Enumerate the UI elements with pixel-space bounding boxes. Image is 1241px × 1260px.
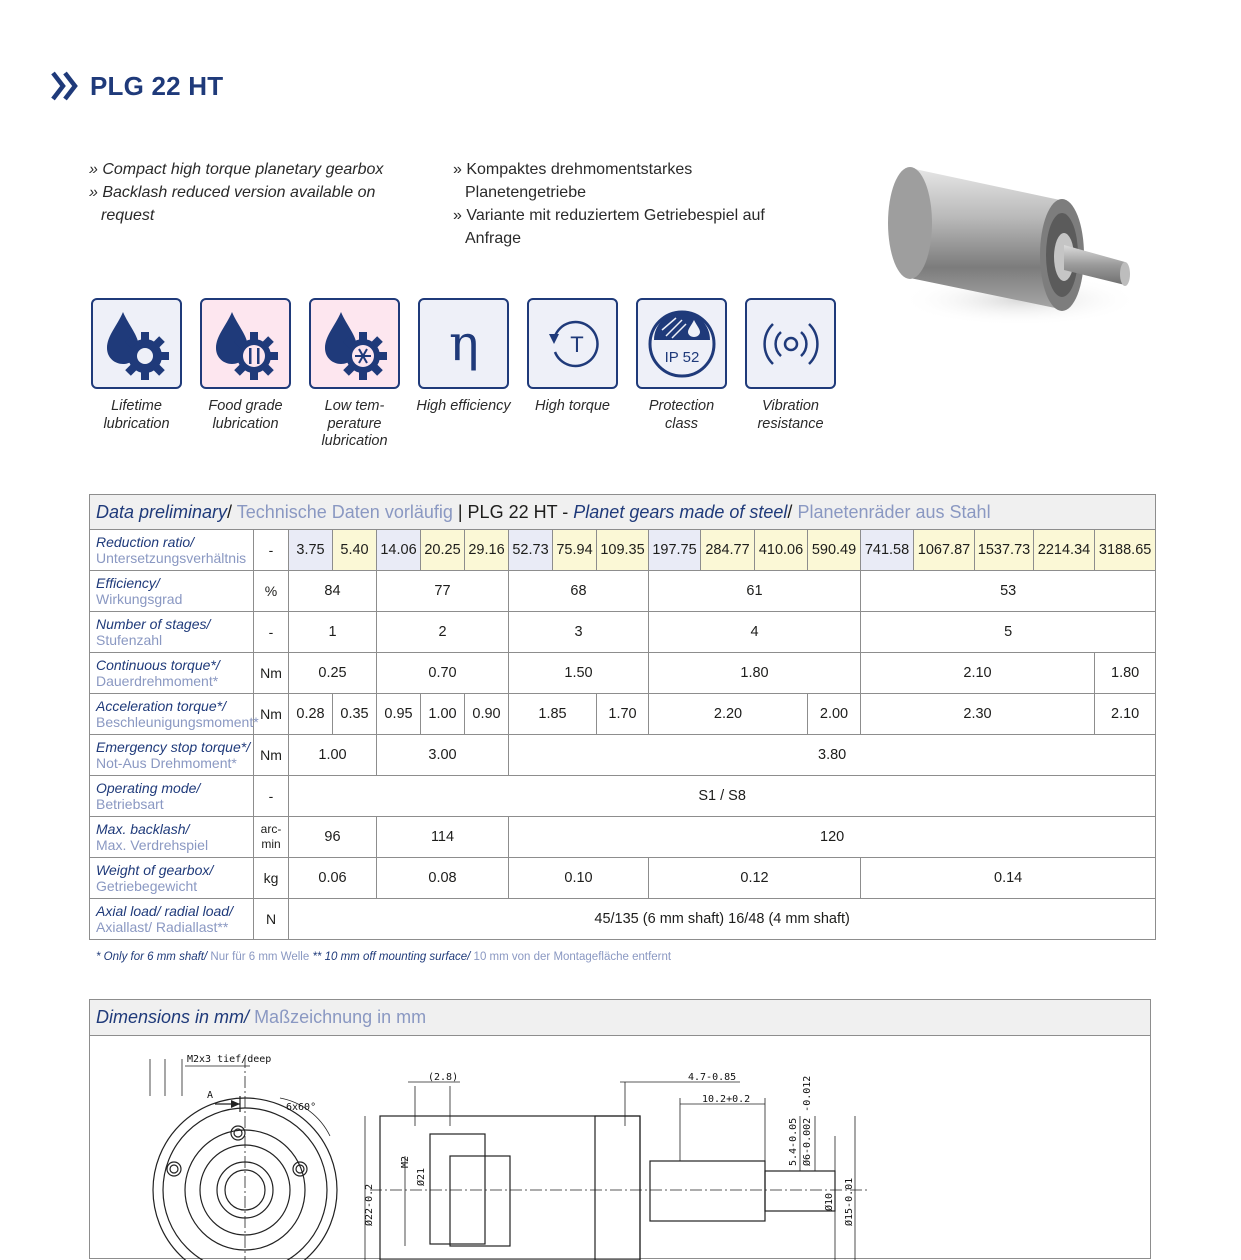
feature-lifetime-lubrication: [89, 298, 184, 451]
feature-label: Protection class: [648, 398, 715, 432]
table-cell: 410.06: [755, 530, 808, 571]
bullet-item: » Variante mit reduziertem Getriebespiel auf Anfrage: [453, 207, 765, 247]
holes-label: 6x60°: [286, 1102, 317, 1113]
table-cell: 84: [289, 571, 377, 612]
table-cell: 53: [861, 571, 1156, 612]
table-cell: 0.10: [509, 858, 649, 899]
table-cell: 45/135 (6 mm shaft) 16/48 (4 mm shaft): [289, 899, 1156, 940]
torque-icon: [533, 304, 613, 384]
feature-box: [309, 298, 400, 389]
table-cell: 109.35: [597, 530, 649, 571]
row-label: Efficiency/ Wirkungsgrad: [90, 571, 254, 612]
drop-gear-snowflake-icon: [315, 304, 395, 384]
feature-label: High torque: [535, 398, 610, 414]
page-title: PLG 22 HT: [90, 70, 224, 101]
svg-text:T: T: [569, 331, 584, 357]
table-footnote: * Only for 6 mm shaft/ Nur für 6 mm Welle ** 10 mm off mounting surface/ 10 mm von der Montagefläche entfernt: [96, 951, 672, 963]
dim-5-4-label: 5.4-0.05: [788, 1117, 799, 1166]
feature-box: [91, 298, 182, 389]
table-cell: 741.58: [861, 530, 914, 571]
feature-high-torque: [525, 298, 620, 451]
table-cell: 20.25: [421, 530, 465, 571]
feature-label: High efficiency: [416, 398, 511, 414]
table-row-efficiency: [90, 571, 1156, 612]
table-cell: 0.25: [289, 653, 377, 694]
table-cell: 52.73: [509, 530, 553, 571]
table-cell: 590.49: [808, 530, 861, 571]
feature-box: [200, 298, 291, 389]
table-cell: 1.00: [421, 694, 465, 735]
table-cell: 77: [377, 571, 509, 612]
row-unit: Nm: [254, 653, 289, 694]
section-arrow-label: A: [207, 1090, 214, 1101]
page-header: [50, 68, 223, 104]
table-row-emergency-stop-torque: [90, 735, 1156, 776]
dim-15-label: Ø15-0.01: [844, 1177, 855, 1226]
row-unit: N: [254, 899, 289, 940]
dimensions-title: Dimensions in mm/ Maßzeichnung in mm: [90, 1000, 1150, 1036]
table-cell: 3.75: [289, 530, 333, 571]
table-cell: 114: [377, 817, 509, 858]
feature-box: [527, 298, 618, 389]
row-unit: -: [254, 776, 289, 817]
table-cell: 1: [289, 612, 377, 653]
table-cell: 2.30: [861, 694, 1095, 735]
bullets-german: [453, 158, 773, 250]
feature-box: [418, 298, 509, 389]
feature-icons: [89, 298, 838, 451]
row-label: Emergency stop torque*/ Not-Aus Drehmoment*: [90, 735, 254, 776]
row-label: Reduction ratio/ Untersetzungsverhältnis: [90, 530, 254, 571]
table-cell: 14.06: [377, 530, 421, 571]
feature-label: Low tem-perature lubrication: [321, 398, 388, 449]
table-title: Data preliminary/ Technische Daten vorläufig | PLG 22 HT - Planet gears made of steel/ Planetenräder aus Stahl: [90, 495, 1156, 530]
table-cell: 3.00: [377, 735, 509, 776]
table-row-continuous-torque: [90, 653, 1156, 694]
dim-4-7-label: 4.7-0.85: [688, 1072, 737, 1083]
table-cell: 29.16: [465, 530, 509, 571]
table-row-axial-radial-load: [90, 899, 1156, 940]
table-cell: 3188.65: [1095, 530, 1156, 571]
table-cell: 3: [509, 612, 649, 653]
dim-10-label: Ø10: [824, 1192, 835, 1211]
table-cell: 2.10: [861, 653, 1095, 694]
table-cell: 120: [509, 817, 1156, 858]
table-cell: 2.00: [808, 694, 861, 735]
thread-label: M2x3 tief/deep: [187, 1054, 272, 1065]
eta-icon: [424, 304, 504, 384]
table-cell: 1067.87: [914, 530, 975, 571]
row-unit: Nm: [254, 694, 289, 735]
feature-high-efficiency: [416, 298, 511, 451]
bullets-english: [89, 158, 429, 227]
row-unit: -: [254, 612, 289, 653]
table-cell: 0.90: [465, 694, 509, 735]
feature-label: Food grade lubrication: [208, 398, 283, 432]
table-cell: 1.00: [289, 735, 377, 776]
row-unit: Nm: [254, 735, 289, 776]
table-cell: 1.70: [597, 694, 649, 735]
dim-10-2-label: 10.2+0.2: [702, 1094, 751, 1105]
table-title-row: [90, 495, 1156, 530]
row-label: Operating mode/ Betriebsart: [90, 776, 254, 817]
row-label: Axial load/ radial load/ Axiallast/ Radiallast**: [90, 899, 254, 940]
vibration-icon: [751, 304, 831, 384]
product-image: [870, 150, 1150, 340]
table-cell: 2.10: [1095, 694, 1156, 735]
row-unit: arc-min: [254, 817, 289, 858]
table-cell: 0.12: [649, 858, 861, 899]
row-label: Continuous torque*/ Dauerdrehmoment*: [90, 653, 254, 694]
feature-low-temperature-lubrication: [307, 298, 402, 451]
table-cell: 0.70: [377, 653, 509, 694]
feature-food-grade-lubrication: [198, 298, 293, 451]
feature-label: Vibration resistance: [757, 398, 824, 432]
table-row-reduction-ratio: [90, 530, 1156, 571]
table-cell: 1.85: [509, 694, 597, 735]
table-row-weight: [90, 858, 1156, 899]
table-cell: 96: [289, 817, 377, 858]
table-cell: 75.94: [553, 530, 597, 571]
table-cell: 197.75: [649, 530, 701, 571]
table-cell: 0.95: [377, 694, 421, 735]
table-row-acceleration-torque: [90, 694, 1156, 735]
row-unit: %: [254, 571, 289, 612]
technical-data-table: [89, 494, 1156, 940]
table-cell: 4: [649, 612, 861, 653]
table-row-max-backlash: [90, 817, 1156, 858]
dim-m2-label: M2: [400, 1155, 411, 1168]
row-label: Max. backlash/ Max. Verdrehspiel: [90, 817, 254, 858]
table-cell: 284.77: [701, 530, 755, 571]
table-row-operating-mode: [90, 776, 1156, 817]
table-row-stages: [90, 612, 1156, 653]
feature-box: [745, 298, 836, 389]
feature-protection-class: [634, 298, 729, 451]
dim-2-8-label: (2.8): [428, 1072, 459, 1083]
table-cell: 61: [649, 571, 861, 612]
table-cell: 5: [861, 612, 1156, 653]
ip-icon: [642, 304, 722, 384]
table-cell: 3.80: [509, 735, 1156, 776]
dim-6-label: Ø6-0.002 -0.012: [802, 1075, 813, 1166]
table-cell: 68: [509, 571, 649, 612]
table-cell: 1.80: [649, 653, 861, 694]
dimension-drawing: [90, 1036, 1150, 1260]
row-label: Number of stages/ Stufenzahl: [90, 612, 254, 653]
table-cell: S1 / S8: [289, 776, 1156, 817]
table-cell: 0.14: [861, 858, 1156, 899]
row-label: Acceleration torque*/ Beschleunigungsmoment*: [90, 694, 254, 735]
bullet-item: » Compact high torque planetary gearbox: [89, 161, 384, 178]
feature-label: Lifetime lubrication: [103, 398, 170, 432]
table-cell: 1537.73: [975, 530, 1034, 571]
table-cell: 1.50: [509, 653, 649, 694]
table-cell: 5.40: [333, 530, 377, 571]
dim-22-label: Ø22-0.2: [364, 1183, 375, 1226]
drop-gear-icon: [97, 304, 177, 384]
table-cell: 2.20: [649, 694, 808, 735]
row-unit: -: [254, 530, 289, 571]
row-unit: kg: [254, 858, 289, 899]
table-cell: 0.08: [377, 858, 509, 899]
table-cell: 2214.34: [1034, 530, 1095, 571]
drop-gear-cutlery-icon: [206, 304, 286, 384]
table-cell: 1.80: [1095, 653, 1156, 694]
row-label: Weight of gearbox/ Getriebegewicht: [90, 858, 254, 899]
feature-box: [636, 298, 727, 389]
bullet-item: » Backlash reduced version available on request: [89, 184, 376, 224]
double-chevron-icon: [50, 70, 82, 102]
feature-vibration-resistance: [743, 298, 838, 451]
dim-21-label: Ø21: [416, 1167, 427, 1186]
table-cell: 0.06: [289, 858, 377, 899]
table-cell: 2: [377, 612, 509, 653]
dimensions-section: [89, 999, 1151, 1259]
svg-text:IP 52: IP 52: [664, 348, 699, 366]
table-cell: 0.35: [333, 694, 377, 735]
bullet-item: » Kompaktes drehmomentstarkes Planetengetriebe: [453, 161, 693, 201]
svg-text:η: η: [448, 313, 479, 372]
table-cell: 0.28: [289, 694, 333, 735]
